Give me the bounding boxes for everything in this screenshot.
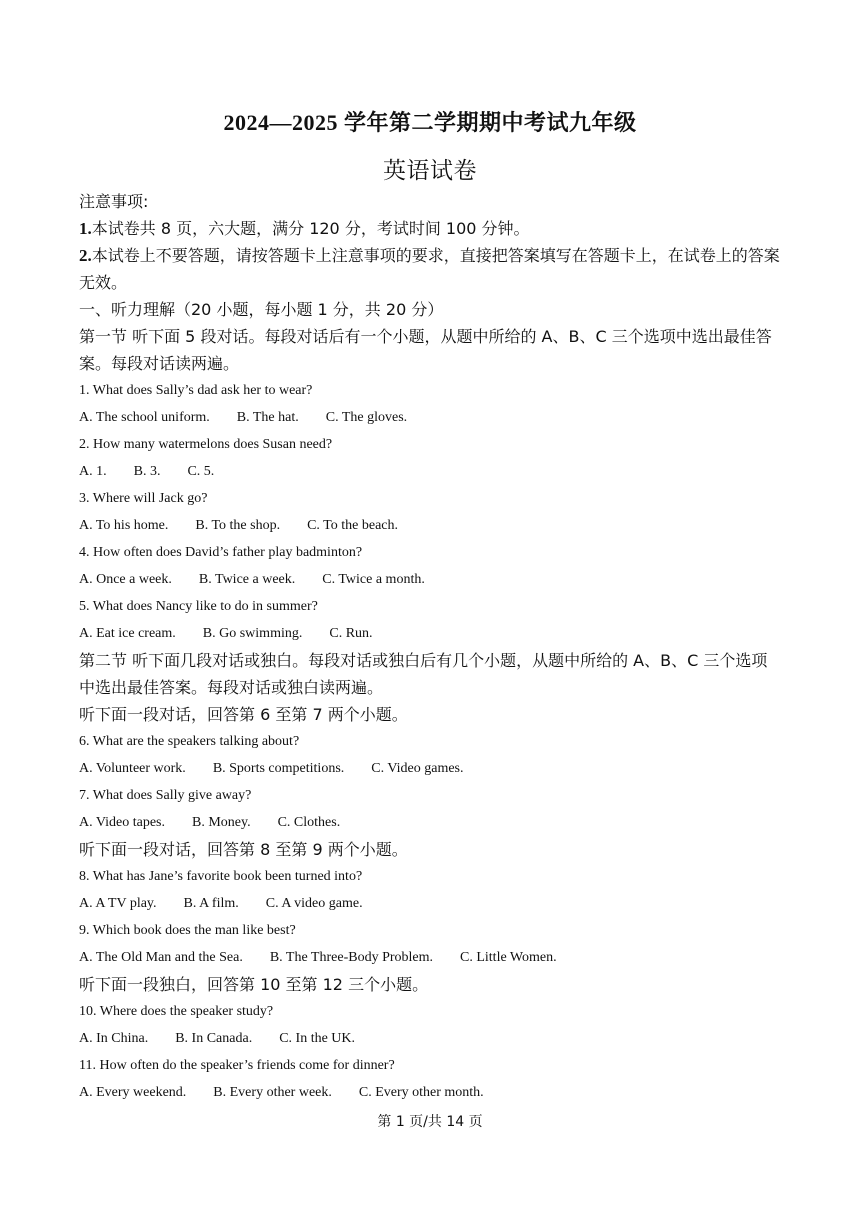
exam-subtitle: 英语试卷 [383,158,477,183]
option-c: C. Every other month. [358,1085,484,1100]
intro-10-12: 听下面一段独白，回答第 10 至第 12 三个小题。 [79,975,429,994]
notice-item-1 [79,215,781,242]
option-a: A. Once a week. [79,572,172,587]
option-a: A. Volunteer work. [79,761,186,776]
option-a: A. The school uniform. [79,410,210,425]
option-a: A. In China. [79,1031,149,1046]
question-10 [79,998,781,1052]
question-options [79,620,781,647]
option-c: C. Video games. [371,761,464,776]
question-options [79,1079,781,1106]
option-b: B. The hat. [236,410,299,425]
question-text: 3. Where will Jack go? [79,491,208,506]
question-options [79,944,781,971]
question-11 [79,1052,781,1106]
notice-item-1-num: 1. [79,219,92,238]
option-b: B. The Three-Body Problem. [269,950,434,965]
option-c: C. A video game. [265,896,363,911]
option-c: C. 5. [187,464,215,479]
option-b: B. Money. [192,815,251,830]
question-text: 8. What has Jane’s favorite book been turned into? [79,869,363,884]
question-options [79,755,781,782]
question-options [79,809,781,836]
question-5 [79,593,781,647]
question-options [79,1025,781,1052]
option-a: A. To his home. [79,518,169,533]
page-number: 第 1 页/共 14 页 [377,1114,483,1130]
question-text: 9. Which book does the man like best? [79,923,296,938]
section2-instructions: 第二节 听下面几段对话或独白。每段对话或独白后有几个小题，从题中所给的 A、B、C 三个选项中选出最佳答案。每段对话或独白读两遍。 [79,651,768,697]
question-options [79,458,781,485]
option-b: B. Go swimming. [202,626,303,641]
option-a: A. The Old Man and the Sea. [79,950,243,965]
question-text: 1. What does Sally’s dad ask her to wear? [79,383,313,398]
option-a: A. A TV play. [79,896,157,911]
question-text: 2. How many watermelons does Susan need? [79,437,333,452]
question-8 [79,863,781,917]
question-4 [79,539,781,593]
notice-item-2 [79,242,781,296]
question-text: 6. What are the speakers talking about? [79,734,300,749]
question-9 [79,917,781,971]
option-b: B. In Canada. [175,1031,253,1046]
question-3 [79,485,781,539]
option-b: B. A film. [183,896,239,911]
intro-8-9: 听下面一段对话，回答第 8 至第 9 两个小题。 [79,840,408,859]
question-text: 5. What does Nancy like to do in summer? [79,599,318,614]
option-c: C. In the UK. [279,1031,356,1046]
section1-instructions: 第一节 听下面 5 段对话。每段对话后有一个小题，从题中所给的 A、B、C 三个选项中选出最佳答案。每段对话读两遍。 [79,327,772,373]
option-a: A. Eat ice cream. [79,626,176,641]
question-options [79,512,781,539]
option-b: B. 3. [133,464,161,479]
option-a: A. Video tapes. [79,815,165,830]
question-6 [79,728,781,782]
notice-item-2-num: 2. [79,246,92,265]
notice-heading: 注意事项: [79,192,149,211]
option-a: A. 1. [79,464,107,479]
question-text: 10. Where does the speaker study? [79,1004,274,1019]
option-c: C. Clothes. [277,815,341,830]
exam-title: 2024—2025 学年第二学期期中考试九年级 [223,110,637,135]
intro-6-7: 听下面一段对话，回答第 6 至第 7 两个小题。 [79,705,408,724]
notice-item-2-text: 本试卷上不要答题，请按答题卡上注意事项的要求，直接把答案填写在答题卡上，在试卷上的答案无效。 [79,246,780,292]
question-2 [79,431,781,485]
option-c: C. Little Women. [460,950,557,965]
option-c: C. Twice a month. [322,572,425,587]
option-a: A. Every weekend. [79,1085,187,1100]
exam-content [79,188,781,1106]
question-options [79,890,781,917]
part1-heading: 一、听力理解（20 小题，每小题 1 分，共 20 分） [79,300,444,319]
question-7 [79,782,781,836]
question-text: 4. How often does David’s father play badminton? [79,545,363,560]
notice-item-1-text: 本试卷共 8 页，六大题，满分 120 分，考试时间 100 分钟。 [91,219,530,238]
option-b: B. Every other week. [213,1085,332,1100]
question-options [79,404,781,431]
option-c: C. To the beach. [307,518,398,533]
question-1 [79,377,781,431]
question-text: 7. What does Sally give away? [79,788,252,803]
option-b: B. Sports competitions. [212,761,345,776]
option-c: C. The gloves. [325,410,408,425]
question-text: 11. How often do the speaker’s friends come for dinner? [79,1058,395,1073]
option-c: C. Run. [329,626,373,641]
option-b: B. To the shop. [195,518,281,533]
question-options [79,566,781,593]
option-b: B. Twice a week. [198,572,296,587]
